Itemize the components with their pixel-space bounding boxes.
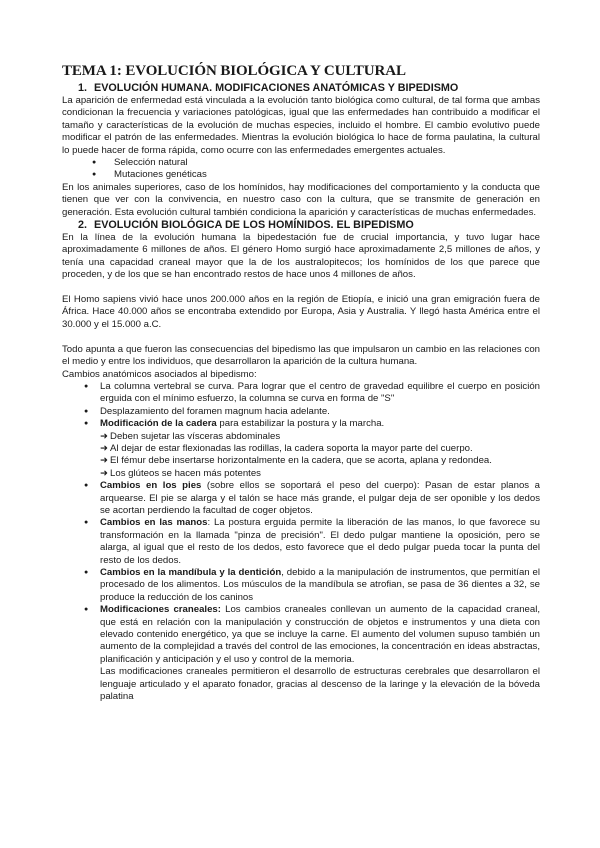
document-title: TEMA 1: EVOLUCIÓN BIOLÓGICA Y CULTURAL	[62, 63, 406, 79]
document-page	[62, 62, 540, 703]
sub-list-item: ➜ El fémur debe insertarse horizontalmente en la cadera, que se acorta, aplana y redondea.	[100, 455, 492, 467]
section-2-heading-text: EVOLUCIÓN BIOLÓGICA DE LOS HOMÍNIDOS. EL BIPEDISMO	[94, 219, 414, 232]
section-1-heading	[62, 82, 540, 95]
list-item: ● Modificaciones craneales: Los cambios craneales conllevan un aumento de la capacidad craneal, que está en relación con la manipulación y construcción de objetos e instrumentos y una dieta con elevado contenido energético, ya que se incluye la carne. El aumento del volumen supuso también un aumento de la complejidad a través del control de las emociones, la concentración en ideas abstractas, planificación y anticipación y el uso y control de la memoria. Las modificaciones craneales permitieron el desarrollo de estructuras cerebrales que desarrollaron el lenguaje articulado y el aparato fonador, gracias al descenso de la laringe y la elevación de la bóveda palatina	[84, 604, 541, 703]
arrow-right-icon: ➜	[100, 430, 109, 442]
hip-sub-list	[100, 431, 540, 481]
section-2-heading	[62, 219, 540, 232]
arrow-right-icon: ➜	[100, 442, 109, 454]
sub-list-item: ➜ Al dejar de estar flexionadas las rodillas, la cadera soporta la mayor parte del cuerpo.	[100, 442, 473, 454]
anatomical-changes-list	[62, 381, 540, 704]
section-1-paragraph-1: La aparición de enfermedad está vinculada a la evolución tanto biológica como cultural, de tal forma que ambas condicionan la frecuencia y variaciones patológicas, igual que las enfermedades han contribuido a modificar el tamaño y características de la evolución de muchas especies, incluido el hombre. El cambio evolutivo puede modificar el patrón de las enfermedades. Mientras la evolución biológica lo hace de forma paulatina, la cultural lo puede hacer de forma rápida, como ocurre con las enfermedades emergentes actuales.	[62, 95, 540, 156]
list-item: ● La columna vertebral se curva. Para lograr que el centro de gravedad equilibre el cuerpo en posición erguida con el mínimo esfuerzo, la columna se curva en forma de "S"	[84, 380, 540, 405]
cranial-extra-paragraph: Las modificaciones craneales permitieron el desarrollo de estructuras cerebrales que desarrollaron el lenguaje articulado y el aparato fonador, gracias al descenso de la laringe y la elevación de la bóveda palatina	[100, 666, 540, 703]
list-item: ● Selección natural	[62, 157, 540, 169]
list-item: ● Desplazamiento del foramen magnum hacia adelante.	[84, 405, 330, 417]
arrow-right-icon: ➜	[100, 467, 109, 479]
section-2-paragraph-2: El Homo sapiens vivió hace unos 200.000 años en la región de Etiopía, e inició una gran emigración fuera de África. Hace 40.000 años se encontraba extendido por Europa, Asia y Australia. Y llegó hasta América entre el 30.000 y el 15.000 a.C.	[62, 294, 540, 330]
sub-list-item: ➜ Los glúteos se hacen más potentes	[100, 467, 261, 479]
section-2-number: 2.	[78, 219, 88, 232]
section-2-paragraph-1: En la línea de la evolución humana la bipedestación fue de crucial importancia, y tuvo lugar hace aproximadamente 6 millones de años. El género Homo surgió hace aproximadamente 2,5 millones de años, y tenía una capacidad craneal mayor que la de los australopitecos; los homínidos de los que parece que proceden, y de los que se han encontrado restos de hace unos 4 millones de años.	[62, 232, 540, 281]
section-1-bullet-list	[62, 157, 540, 182]
list-item: ● Mutaciones genéticas	[62, 169, 540, 181]
section-1-paragraph-2: En los animales superiores, caso de los homínidos, hay modificaciones del comportamiento y la conducta que tienen que ver con la convivencia, en nuestro caso con la cultura, que se transmite de generación en generación. Esta evolución cultural también condiciona la aparición y características de muchas enfermedades.	[62, 181, 540, 218]
arrow-right-icon: ➜	[100, 455, 109, 467]
section-2-paragraph-3: Todo apunta a que fueron las consecuencias del bipedismo las que impulsaron un cambio en las relaciones con el medio y entre los individuos, que desarrollaron la aparición de la cultura humana.	[62, 343, 540, 368]
list-item: ● Cambios en las manos: La postura erguida permite la liberación de las manos, lo que favorece su transformación en la llamada "pinza de precisión". El dedo pulgar mantiene la oposición, pero se alarga, al igual que el resto de los dedos, esto favorece que el dedo pulgar pueda tocar la punta del resto de los dedos.	[84, 517, 541, 566]
list-item: ● Modificación de la cadera para estabilizar la postura y la marcha. ➜ Deben sujetar las vísceras abdominales ➜ Al dejar de estar flexionadas las rodillas, la cadera soporta la mayor parte del cuerpo. ➜ El fémur debe insertarse horizontalmente en la cadera, que se acorta, aplana y redondea. ➜ Los glúteos se hacen más potentes	[62, 418, 540, 480]
section-2-paragraph-4: Cambios anatómicos asociados al bipedismo:	[62, 368, 257, 380]
list-item: ● Cambios en la mandíbula y la dentición, debido a la manipulación de instrumentos, que permitían el procesado de los alimentos. Los músculos de la mandíbula se atrofian, se pasa de 36 dientes a 32, se produce la reducción de los caninos	[84, 567, 540, 603]
sub-list-item: ➜ Deben sujetar las vísceras abdominales	[100, 430, 281, 442]
section-1-heading-text: EVOLUCIÓN HUMANA. MODIFICACIONES ANATÓMICAS Y BIPEDISMO	[94, 82, 459, 94]
section-1-number: 1.	[78, 82, 88, 94]
list-item: ● Cambios en los pies (sobre ellos se soportará el peso del cuerpo): Pasan de estar planos a arquearse. El pie se alarga y el talón se hace más grande, el pulgar deja de ser oponible y los dedos se acortan perdiendo la facultad de coger objetos.	[84, 480, 540, 516]
